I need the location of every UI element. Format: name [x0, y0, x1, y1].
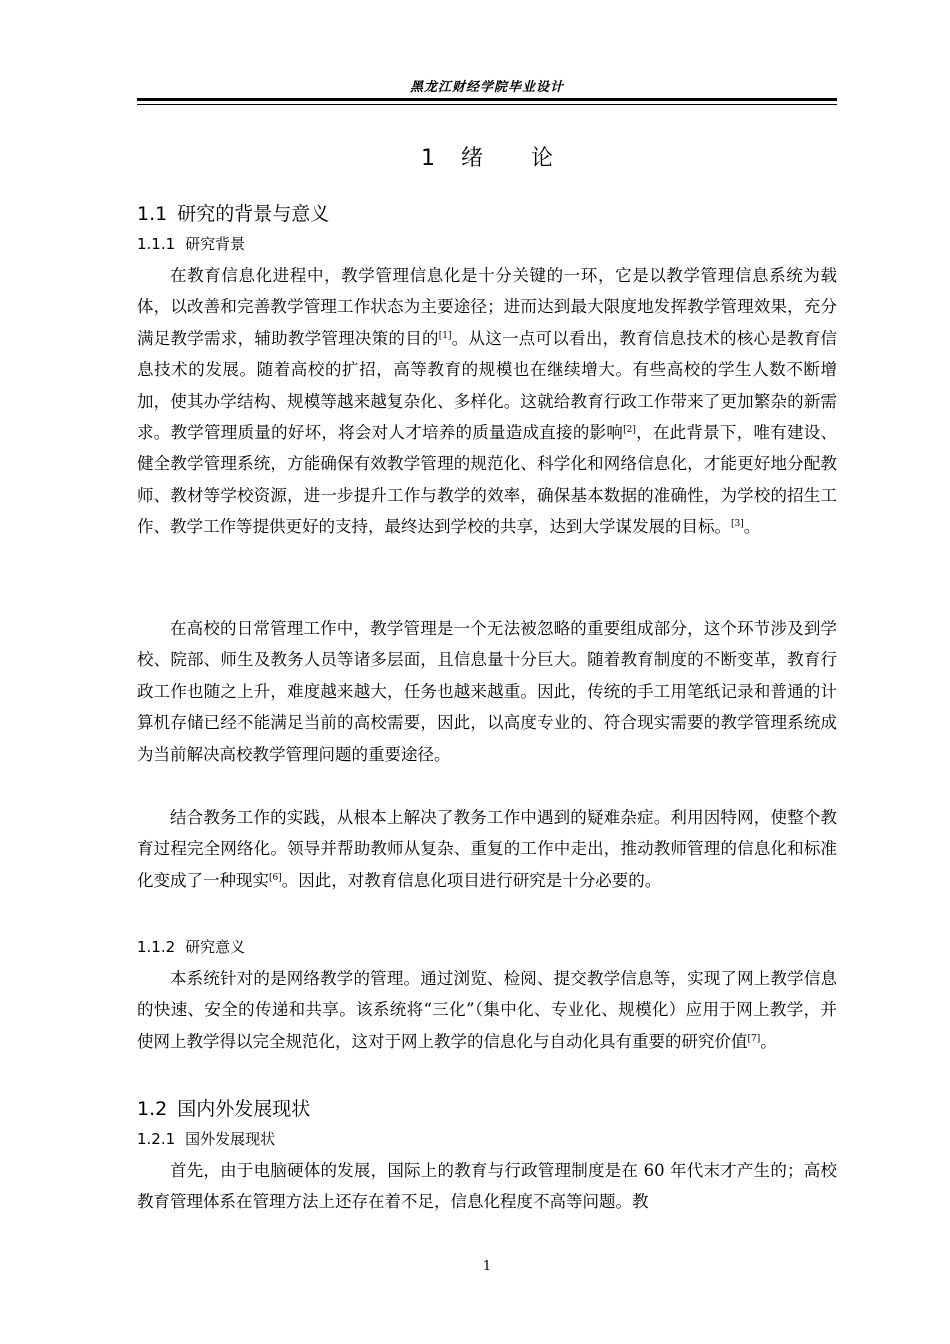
citation: [2]: [623, 425, 636, 436]
chapter-title: [137, 141, 837, 172]
section-heading: [137, 199, 329, 226]
page-number: 1: [482, 1259, 492, 1274]
header-rule-thick: [137, 98, 837, 101]
chapter-title-char-2: 论: [531, 146, 554, 171]
body-paragraph: 结合教务工作的实践，从根本上解决了教务工作中遇到的疑难杂症。利用因特网，使整个教育过程完全网络化。领导并帮助教师从复杂、重复的工作中走出，推动教师管理的信息化和标准化变成了一种现实[6]。因此，对教育信息化项目进行研究是十分必要的。: [137, 808, 837, 890]
section-heading: [137, 1094, 310, 1121]
section-title: 国内外发展现状: [177, 1098, 311, 1120]
section-number: 1.2: [137, 1098, 168, 1120]
citation: [1]: [438, 330, 452, 341]
citation: [3]: [731, 519, 744, 530]
chapter-number: 1: [420, 146, 435, 171]
subsection-title: 国外发展现状: [185, 1130, 276, 1148]
citation: [6]: [269, 872, 282, 883]
subsection-number: 1.1.2: [137, 938, 176, 956]
subsection-heading: [137, 936, 245, 957]
subsection-title: 研究意义: [185, 938, 246, 956]
subsection-number: 1.2.1: [137, 1130, 176, 1148]
section-title: 研究的背景与意义: [177, 203, 330, 225]
body-paragraph: 在教育信息化进程中，教学管理信息化是十分关键的一环，它是以教学管理信息系统为载体，以改善和完善教学管理工作状态为主要途径；进而达到最大限度地发挥教学管理效果，充分满足教学需求，辅助教学管理决策的目的[1]。从这一点可以看出，教育信息技术的核心是教育信息技术的发展。随着高校的扩招，高等教育的规模也在继续增大。有些高校的学生人数不断增加，使其办学结构、规模等越来越复杂化、多样化。这就给教育行政工作带来了更加繁杂的新需求。教学管理质量的好坏，将会对人才培养的质量造成直接的影响[2]，在此背景下，唯有建设、健全教学管理系统，方能确保有效教学管理的规范化、科学化和网络信息化，才能更好地分配教师、教材等学校资源，进一步提升工作与教学的效率，确保基本数据的准确性，为学校的招生工作、教学工作等提供更好的支持，最终达到学校的共享，达到大学谋发展的目标。[3]。: [137, 266, 838, 537]
chapter-title-char-1: 绪: [460, 146, 483, 171]
running-header: 黑龙江财经学院毕业设计: [409, 80, 564, 95]
header-rule-thin: [137, 104, 837, 105]
body-paragraph: 在高校的日常管理工作中，教学管理是一个无法被忽略的重要组成部分，这个环节涉及到学校、院部、师生及教务人员等诸多层面，且信息量十分巨大。随着教育制度的不断变革，教育行政工作也随之上升，难度越来越大，任务也越来越重。因此，传统的手工用笔纸记录和普通的计算机存储已经不能满足当前的高校需要，因此，以高度专业的、符合现实需要的教学管理系统成为当前解决高校教学管理问题的重要途径。: [137, 619, 837, 764]
section-number: 1.1: [137, 203, 168, 225]
subsection-title: 研究背景: [185, 235, 246, 253]
subsection-heading: [137, 1128, 275, 1149]
body-paragraph: 首先，由于电脑硬体的发展，国际上的教育与行政管理制度是在 60 年代末才产生的；高校教育管理体系在管理方法上还存在着不足，信息化程度不高等问题。教: [137, 1161, 837, 1212]
citation: [7]: [747, 1033, 761, 1044]
subsection-number: 1.1.1: [137, 235, 176, 253]
body-paragraph: 本系统针对的是网络教学的管理。通过浏览、检阅、提交教学信息等，实现了网上教学信息的快速、安全的传递和共享。该系统将“三化”（集中化、专业化、规模化）应用于网上教学，并使网上教学得以完全规范化，这对于网上教学的信息化与自动化具有重要的研究价值[7]。: [137, 969, 837, 1051]
subsection-heading: [137, 233, 245, 254]
